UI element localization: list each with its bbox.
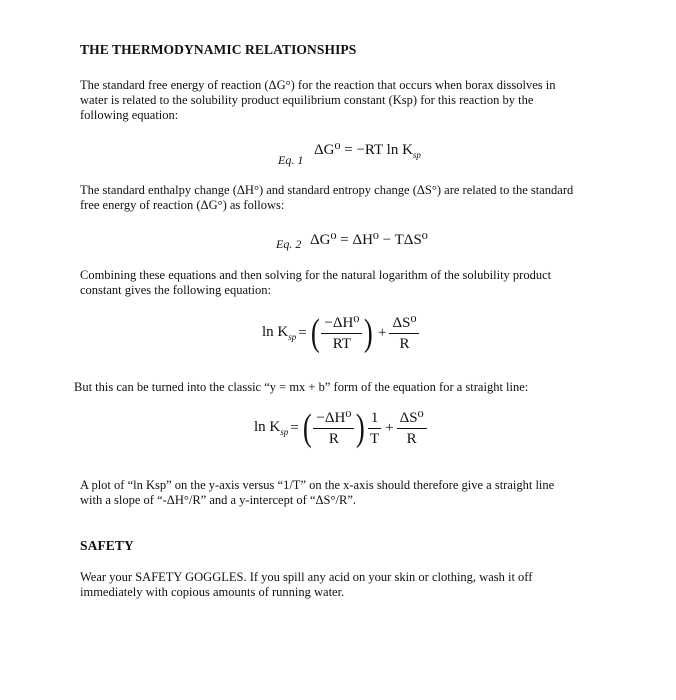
equation-4-lhs: $\ln K_{sp}$ (254, 419, 289, 437)
equation-3-frac2-denominator: R (399, 335, 410, 352)
equation-3-plus: + (378, 324, 387, 341)
equation-1-expression: ΔG⁰ = −RT ln K (314, 142, 413, 158)
section-heading-thermodynamics: THE THERMODYNAMIC RELATIONSHIPS (80, 42, 357, 57)
equation-2-label: Eq. 2 (276, 237, 302, 251)
equation-3-frac2-numerator: ΔS⁰ (389, 315, 419, 334)
equation-4-entropy-fraction (397, 410, 427, 447)
safety-line-2: immediately with copious amounts of running water. (80, 585, 345, 599)
intro-line-2: water is related to the solubility product equilibrium constant (Ksp) for this reaction by the (80, 93, 534, 107)
equation-3-right-paren: ) (364, 312, 374, 354)
combining-line-2: constant gives the following equation: (80, 283, 271, 297)
intro-line-3: following equation: (80, 108, 179, 122)
intro-line-1: The standard free energy of reaction (ΔG°) for the reaction that occurs when borax dissolves in (80, 78, 556, 92)
equation-4-frac1-numerator: −ΔH⁰ (313, 410, 354, 429)
equation-3-lhs: $\ln K_{sp}$ (262, 324, 297, 342)
equation-2: ΔG⁰ = ΔH⁰ − TΔS⁰ (310, 232, 428, 248)
equation-3-frac1-numerator: −ΔH⁰ (321, 315, 362, 334)
equation-3-frac1-denominator: RT (332, 335, 351, 352)
equation-4-equals: = (290, 419, 299, 436)
equation-3-enthalpy-fraction (321, 315, 362, 352)
equation-1-label: Eq. 1 (278, 153, 304, 167)
plot-line-1: A plot of “ln Ksp” on the y-axis versus “1/T” on the x-axis should therefore give a straight line (80, 478, 555, 492)
equation-4-plus: + (385, 419, 394, 436)
safety-line-1: Wear your SAFETY GOGGLES. If you spill any acid on your skin or clothing, wash it off (80, 570, 533, 584)
combining-line-1: Combining these equations and then solving for the natural logarithm of the solubility product (80, 268, 552, 282)
equation-3-entropy-fraction (389, 315, 419, 352)
plot-paragraph (80, 478, 620, 508)
equation-4-inv-numerator: 1 (368, 410, 382, 429)
equation-1 (314, 140, 421, 160)
equation-3 (262, 314, 419, 352)
equation-3-left-paren: ( (310, 312, 320, 354)
safety-paragraph (80, 570, 620, 600)
enthalpy-line-2: free energy of reaction (ΔG°) as follows: (80, 198, 285, 212)
intro-paragraph (80, 78, 620, 123)
equation-4-inverse-t-fraction (367, 410, 382, 447)
equation-4-frac1-denominator: R (328, 430, 339, 447)
equation-4-enthalpy-fraction (313, 410, 354, 447)
equation-4-inv-denominator: T (370, 430, 380, 447)
equation-4-frac2-numerator: ΔS⁰ (397, 410, 427, 429)
equation-4-right-paren: ) (356, 407, 366, 449)
straight-line-text: But this can be turned into the classic “y = mx + b” form of the equation for a straight line: (74, 380, 529, 394)
equation-4-frac2-denominator: R (406, 430, 417, 447)
combining-paragraph (80, 268, 620, 298)
plot-line-2: with a slope of “-ΔH°/R” and a y-intercept of “ΔS°/R”. (80, 493, 356, 507)
enthalpy-line-1: The standard enthalpy change (ΔH°) and standard entropy change (ΔS°) are related to the standard (80, 183, 574, 197)
equation-1-subscript: sp (412, 150, 421, 160)
section-heading-safety: SAFETY (80, 538, 134, 553)
equation-4-left-paren: ( (302, 407, 312, 449)
enthalpy-paragraph (80, 183, 620, 213)
equation-3-equals: = (298, 324, 307, 341)
equation-4 (254, 409, 427, 447)
